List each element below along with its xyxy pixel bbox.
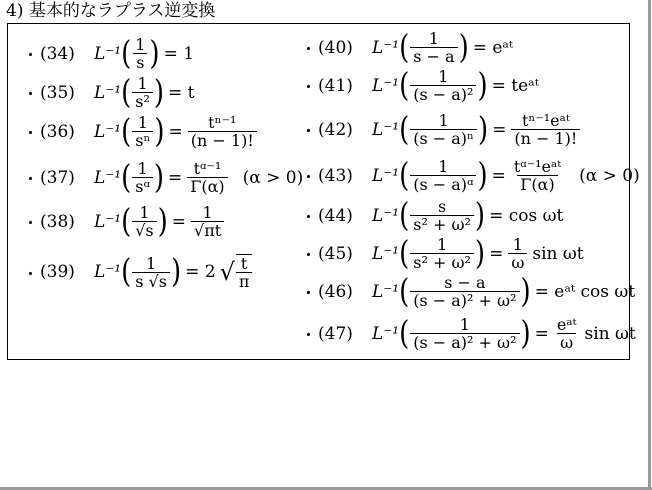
formula-expression: L⁻¹ ( $\frac{1}{\text{s²}}$ ) = t: [94, 73, 195, 112]
formula-row-43: [300, 158, 640, 193]
formula-number: (42): [318, 119, 353, 140]
formula-number: (36): [40, 121, 75, 142]
formula-expression: L⁻¹ ( $\frac{1}{\text{s² + ω²}}$ ) = $\frac{1}{\omega}$ sin ωt: [372, 234, 584, 273]
formula-row-39: [22, 254, 253, 290]
formula-row-34: [22, 36, 198, 71]
formula-expression: L⁻¹ ( $\frac{1}{s - a}$ ) = eᵃᵗ: [372, 28, 514, 67]
section-title: 4) 基本的なラプラス逆変換: [6, 1, 216, 21]
formula-number: (35): [40, 82, 75, 103]
formula-expression: L⁻¹ ( $\frac{s}{\text{s² + ω²}}$ ) = cos ωt: [372, 196, 564, 235]
formula-number: (38): [40, 211, 75, 232]
formula-number: (39): [40, 262, 75, 282]
bullet-marker: ・: [300, 40, 317, 60]
bullet-marker: ・: [300, 208, 317, 228]
formula-row-40: [300, 30, 517, 65]
formula-expression: L⁻¹ ( $\frac{1}{s √s}$ ) = 2 √ $\frac{t}{\pi}$: [94, 254, 253, 290]
formula-row-46: [300, 274, 639, 309]
formula-row-42: [300, 112, 581, 147]
formula-number: (43): [318, 165, 353, 186]
formula-row-41: [300, 68, 543, 103]
formula-number: (44): [318, 205, 353, 226]
formula-row-37: [22, 160, 303, 195]
formula-expression: L⁻¹ ( $\frac{1}{\text{(s − a)² + ω²}}$ ) = $\frac{\text{eᵃᵗ}}{\omega}$ sin ωt: [372, 314, 636, 353]
formula-row-45: [300, 236, 588, 271]
condition-label: (α > 0): [579, 165, 640, 186]
formula-number: (37): [40, 167, 75, 188]
bullet-marker: ・: [300, 78, 317, 98]
bullet-marker: ・: [300, 168, 317, 188]
formula-expression: L⁻¹ ( $\frac{1}{\text{(s − a)ⁿ}}$ ) = $\frac{\text{tⁿ⁻¹eᵃᵗ}}{(n - 1)!}$: [372, 112, 581, 147]
window-border-right: [648, 0, 651, 490]
bullet-marker: ・: [22, 85, 39, 105]
bullet-marker: ・: [300, 284, 317, 304]
formula-row-36: [22, 114, 258, 149]
bullet-marker: ・: [22, 46, 39, 66]
formula-row-35: [22, 75, 199, 110]
bullet-marker: ・: [22, 264, 39, 285]
formula-expression: L⁻¹ ( $\frac{1}{s}$ ) = 1: [94, 34, 195, 73]
formula-number: (41): [318, 75, 353, 96]
formula-number: (46): [318, 281, 353, 302]
formula-row-38: [22, 204, 225, 239]
formula-row-47: [300, 316, 640, 351]
bullet-marker: ・: [22, 170, 39, 190]
formula-expression: L⁻¹ ( $\frac{1}{\text{(s − a)²}}$ ) = teᵃᵗ: [372, 66, 539, 105]
formula-number: (40): [318, 37, 353, 58]
formula-expression: L⁻¹ ( $\frac{1}{\text{sⁿ}}$ ) = $\frac{\text{tⁿ⁻¹}}{(n - 1)!}$: [94, 114, 258, 149]
formula-number: (47): [318, 323, 353, 344]
formula-number: (34): [40, 43, 75, 64]
bullet-marker: ・: [300, 246, 317, 266]
condition-label: (α > 0): [242, 167, 304, 188]
formula-row-44: [300, 198, 567, 233]
bullet-marker: ・: [300, 326, 317, 346]
formula-expression: L⁻¹ ( $\frac{1}{√s}$ ) = $\frac{1}{√\pi t}$: [94, 204, 225, 239]
bullet-marker: ・: [22, 124, 39, 144]
formula-expression: L⁻¹ ( $\frac{1}{\text{sᵅ}}$ ) = $\frac{\text{tᵅ⁻¹}}{\Gamma(\alpha)}$ (α > 0): [94, 158, 304, 197]
formula-number: (45): [318, 243, 353, 264]
formula-expression: L⁻¹ ( $\frac{s - a}{\text{(s − a)² + ω²}}$ ) = eᵃᵗ cos ωt: [372, 272, 636, 311]
bullet-marker: ・: [22, 214, 39, 234]
bullet-marker: ・: [300, 122, 317, 142]
formula-expression: L⁻¹ ( $\frac{1}{\text{(s − a)ᵅ}}$ ) = $\frac{\text{tᵅ⁻¹eᵃᵗ}}{\Gamma(\alpha)}$ (α > 0): [372, 156, 640, 195]
